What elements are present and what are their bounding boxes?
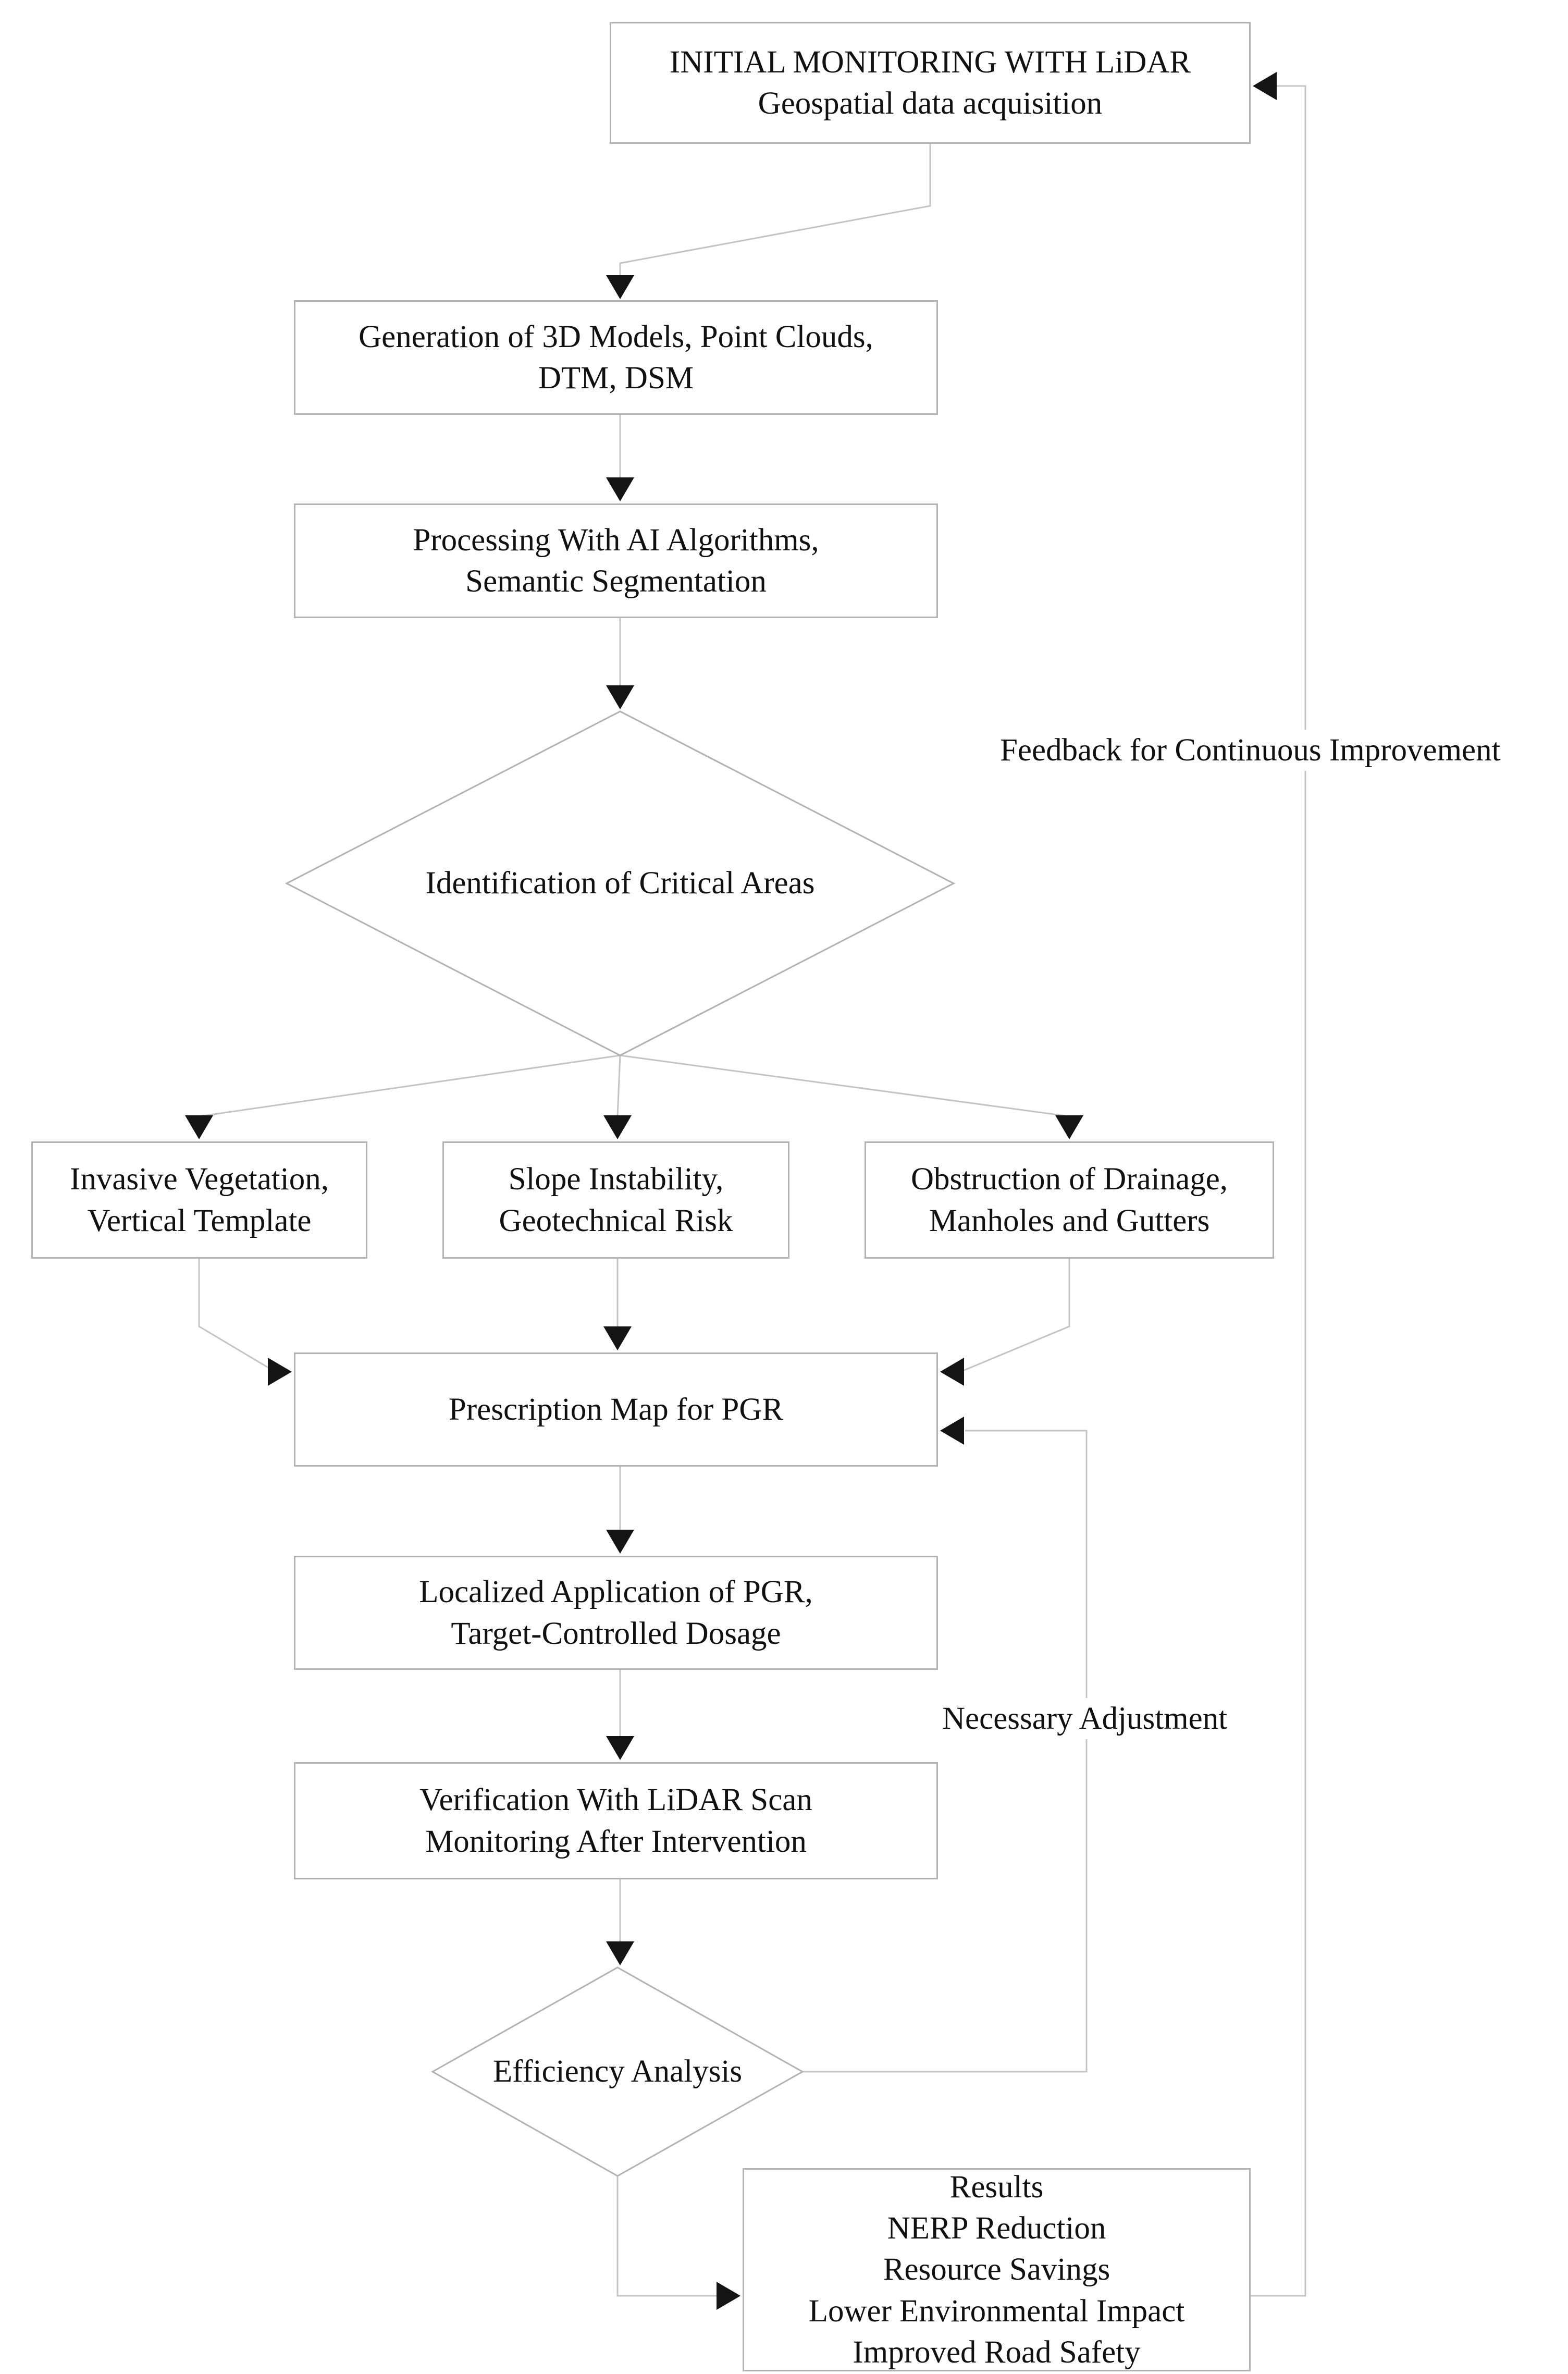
edge-obstruction-prescription [963,1259,1069,1371]
node-drainage-obstruction [865,1141,1274,1259]
node-ai-processing [294,503,938,618]
node-line: Geospatial data acquisition [758,86,1103,121]
node-line: Results [949,2169,1044,2205]
arrowhead-left-prescription-right [940,1358,964,1386]
arrowhead-down-obstruction [1055,1115,1083,1139]
necessary-adjustment-label: Necessary Adjustment [935,1698,1234,1739]
arrowhead-left-prescription-adjustment [940,1417,964,1445]
node-line: Identification of Critical Areas [425,866,815,901]
arrowhead-down-slope [603,1115,632,1139]
node-line: DTM, DSM [538,361,694,396]
node-slope-instability [442,1141,789,1259]
arrowhead-down-prescription-top [603,1326,632,1350]
node-line: Generation of 3D Models, Point Clouds, [359,319,873,354]
node-line: Semantic Segmentation [465,564,767,599]
edge-efficiency-prescription-adjustment [802,1431,1087,2072]
arrowhead-right-results [717,2282,740,2310]
node-prescription-map [294,1352,938,1467]
feedback-loop-label: Feedback for Continuous Improvement [993,730,1508,771]
node-line: Obstruction of Drainage, [910,1162,1228,1197]
node-line: Verification With LiDAR Scan [419,1782,812,1818]
arrowhead-down-generation [606,275,634,299]
node-line: Manholes and Gutters [929,1203,1210,1238]
node-line: Processing With AI Algorithms, [413,522,819,558]
node-line: Efficiency Analysis [492,2054,743,2089]
node-line: Lower Environmental Impact [808,2293,1185,2329]
node-line: INITIAL MONITORING WITH LiDAR [669,44,1191,80]
node-generation-3d-models [294,300,938,415]
node-line: Improved Road Safety [853,2334,1141,2370]
arrowhead-down-identification [606,685,634,709]
edge-efficiency-results [618,2176,718,2296]
node-identification-critical-areas [287,711,954,1055]
node-verification-lidar-scan [294,1762,938,1879]
node-efficiency-analysis [433,1967,802,2176]
node-line: Resource Savings [883,2252,1110,2287]
arrowhead-left-initial-feedback [1253,72,1277,100]
arrowhead-down-processing [606,477,634,501]
arrowhead-down-efficiency [606,1941,634,1965]
arrowhead-down-localized [606,1530,634,1554]
node-localized-application [294,1556,938,1670]
arrowhead-down-invasive [185,1115,213,1139]
node-line: Vertical Template [87,1203,312,1238]
edge-initial-generation [620,144,930,277]
node-line: Target-Controlled Dosage [451,1616,781,1651]
node-line: Geotechnical Risk [499,1203,733,1238]
arrowhead-down-verification [606,1736,634,1760]
node-line: Invasive Vegetation, [70,1162,329,1197]
arrowhead-right-prescription-left [268,1358,292,1386]
node-line: NERP Reduction [887,2211,1106,2246]
node-invasive-vegetation [31,1141,367,1259]
edge-invasive-prescription [199,1259,270,1369]
edge-identification-slope [618,1055,620,1116]
edge-identification-invasive [199,1055,620,1116]
edge-identification-obstruction [620,1055,1069,1116]
node-line: Slope Instability, [508,1162,724,1197]
node-line: Localized Application of PGR, [419,1575,813,1610]
node-initial-monitoring [610,22,1251,144]
node-results [743,2168,1251,2371]
node-line: Monitoring After Intervention [425,1824,807,1859]
node-line: Prescription Map for PGR [448,1392,784,1427]
